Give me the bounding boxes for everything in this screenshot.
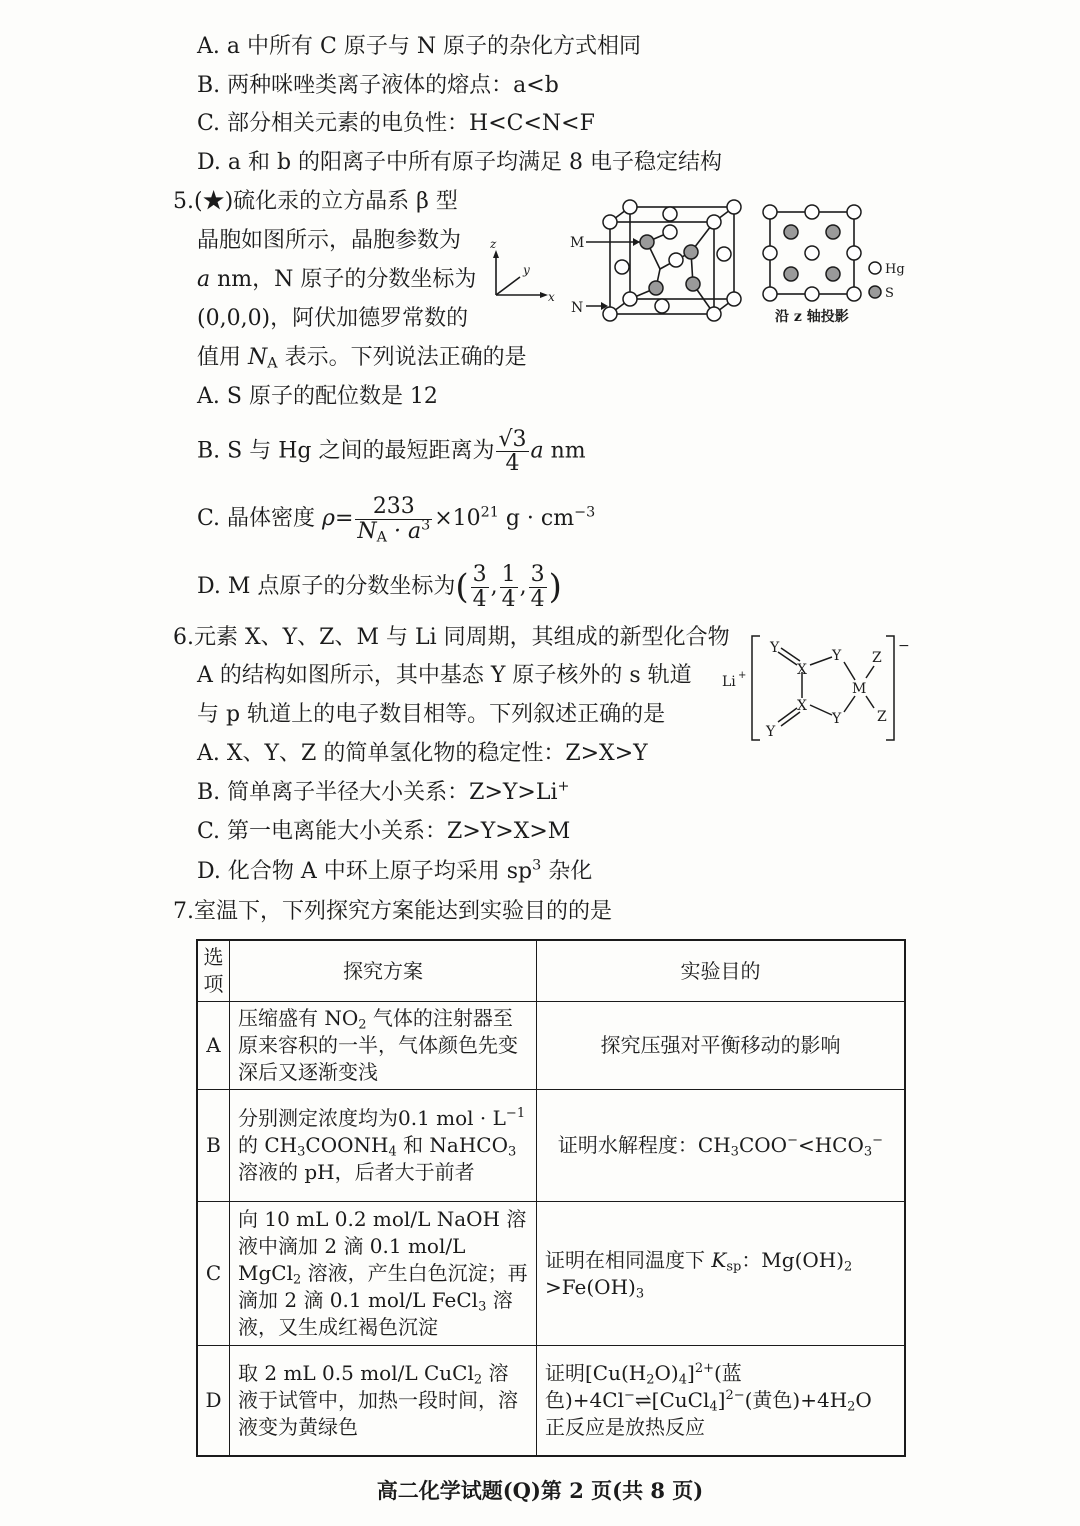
q6-stem-line-2: A 的结构如图所示，其中基态 Y 原子核外的 s 轨道 bbox=[197, 663, 692, 688]
page-footer: 高二化学试题(Q)第 2 页(共 8 页) bbox=[376, 1478, 704, 1503]
header-option: 选项 bbox=[197, 940, 230, 1002]
header-goal: 实验目的 bbox=[537, 940, 906, 1002]
svg-text:M: M bbox=[852, 681, 867, 697]
prev-option-c: C. 部分相关元素的电负性：H<C<N<F bbox=[197, 111, 595, 136]
q5-stem-line-2: 晶胞如图所示，晶胞参数为 bbox=[197, 228, 462, 253]
svg-text:X: X bbox=[797, 662, 807, 678]
header-plan: 探究方案 bbox=[230, 940, 537, 1002]
svg-text:X: X bbox=[797, 698, 807, 714]
cation-li: Li bbox=[722, 674, 736, 690]
label-m: M bbox=[570, 235, 585, 251]
table-row bbox=[197, 1002, 905, 1090]
projection-caption: 沿 z 轴投影 bbox=[775, 309, 849, 325]
legend-hg: Hg bbox=[885, 262, 905, 277]
row-goal: 探究压强对平衡移动的影响 bbox=[537, 1002, 906, 1090]
row-plan: 向 10 mL 0.2 mol/L NaOH 溶液中滴加 2 滴 0.1 mol/L MgCl$_2$ 溶液，产生白色沉淀；再滴加 2 滴 0.1 mol/L FeCl$_3$ 溶液，又生成红褐色沉淀 bbox=[230, 1202, 537, 1346]
axis-x-label: x bbox=[548, 290, 555, 304]
label-n: N bbox=[571, 300, 584, 316]
experiment-table bbox=[196, 939, 906, 1457]
svg-text:+: + bbox=[738, 670, 747, 681]
q5-stem-line-5: 值用 $N_A$ 表示。下列说法正确的是 bbox=[197, 345, 527, 372]
axis-y-label: y bbox=[523, 263, 530, 277]
q5-stem-line-3: a nm，N 原子的分数坐标为 bbox=[197, 267, 477, 292]
table-row bbox=[197, 1346, 905, 1456]
prev-option-a: A. a 中所有 C 原子与 N 原子的杂化方式相同 bbox=[197, 34, 642, 59]
row-plan: 压缩盛有 $NO_2$ 气体的注射器至原来容积的一半，气体颜色先变深后又逐渐变浅 bbox=[230, 1002, 537, 1090]
prev-option-b: B. 两种咪唑类离子液体的熔点：a<b bbox=[197, 73, 559, 98]
svg-text:Y: Y bbox=[770, 640, 780, 656]
q6-option-c: C. 第一电离能大小关系：Z>Y>X>M bbox=[197, 819, 571, 844]
q5-stem-line-1: 5.(★)硫化汞的立方晶系 β 型 bbox=[173, 189, 458, 214]
svg-text:Z: Z bbox=[872, 650, 882, 666]
svg-text:Y: Y bbox=[832, 711, 842, 727]
row-goal: 证明在相同温度下 $K_{sp}$：$Mg(OH)_2 >Fe(OH)_3$ bbox=[537, 1202, 906, 1346]
row-option: C bbox=[197, 1202, 230, 1346]
svg-text:Y: Y bbox=[766, 724, 776, 740]
svg-text:−: − bbox=[898, 638, 910, 654]
q6-stem-line-3: 与 p 轨道上的电子数目相等。下列叙述正确的是 bbox=[197, 702, 666, 727]
table-row bbox=[197, 1090, 905, 1202]
q5-option-d: D. M 点原子的分数坐标为( $\frac{3}{4}$ , $\frac{1}{4}$ , $\frac{3}{4}$ ) bbox=[197, 562, 562, 612]
svg-text:Y: Y bbox=[832, 648, 842, 664]
row-plan: 分别测定浓度均为0.1 mol · $L^{-1}$ 的 $CH_3COONH_4$ 和 NaHCO$_3$ 溶液的 pH，后者大于前者 bbox=[230, 1090, 537, 1202]
q5-option-a: A. S 原子的配位数是 12 bbox=[197, 384, 438, 409]
row-goal: 证明水解程度：$CH_3COO^-<HCO_3^-$ bbox=[537, 1090, 906, 1202]
row-option: A bbox=[197, 1002, 230, 1090]
svg-text:Z: Z bbox=[877, 709, 887, 725]
compound-a-structure bbox=[722, 630, 912, 746]
q5-option-c: C. 晶体密度 ρ= $\frac{233}{N_A \cdot a^3}$ $\times 10^{21}$ $g \cdot cm^{-3}$ bbox=[197, 494, 596, 546]
q6-option-b: B. 简单离子半径大小关系：Z>Y>Li+ bbox=[197, 778, 570, 805]
table-row bbox=[197, 1202, 905, 1346]
q6-stem-line-1: 6.元素 X、Y、Z、M 与 Li 同周期，其组成的新型化合物 bbox=[173, 625, 730, 650]
axis-z-label: z bbox=[490, 237, 497, 251]
q6-option-d: D. 化合物 A 中环上原子均采用 $sp^3$ 杂化 bbox=[197, 857, 593, 884]
legend-s: S bbox=[885, 286, 894, 301]
row-option: D bbox=[197, 1346, 230, 1456]
q5-option-b: B. S 与 Hg 之间的最短距离为 $\frac{√3}{4}$ a nm bbox=[197, 427, 586, 477]
row-plan: 取 2 mL 0.5 mol/L CuCl$_2$ 溶液于试管中，加热一段时间，溶液变为黄绿色 bbox=[230, 1346, 537, 1456]
row-goal: 证明$[Cu(H_2O)_4]^{2+}$(蓝色)+4Cl−⇌[CuCl$_4$]$^{2-}$(黄色)$+4H_2O$ 正反应是放热反应 bbox=[537, 1346, 906, 1456]
crystal-cell-figure bbox=[490, 192, 920, 342]
q7-stem: 7.室温下，下列探究方案能达到实验目的的是 bbox=[173, 899, 613, 924]
table-header-row bbox=[197, 940, 905, 1002]
q6-option-a: A. X、Y、Z 的简单氢化物的稳定性：Z>X>Y bbox=[197, 741, 648, 766]
row-option: B bbox=[197, 1090, 230, 1202]
q5-stem-line-4: (0,0,0)，阿伏加德罗常数的 bbox=[197, 306, 469, 331]
prev-option-d: D. a 和 b 的阳离子中所有原子均满足 8 电子稳定结构 bbox=[197, 150, 723, 175]
